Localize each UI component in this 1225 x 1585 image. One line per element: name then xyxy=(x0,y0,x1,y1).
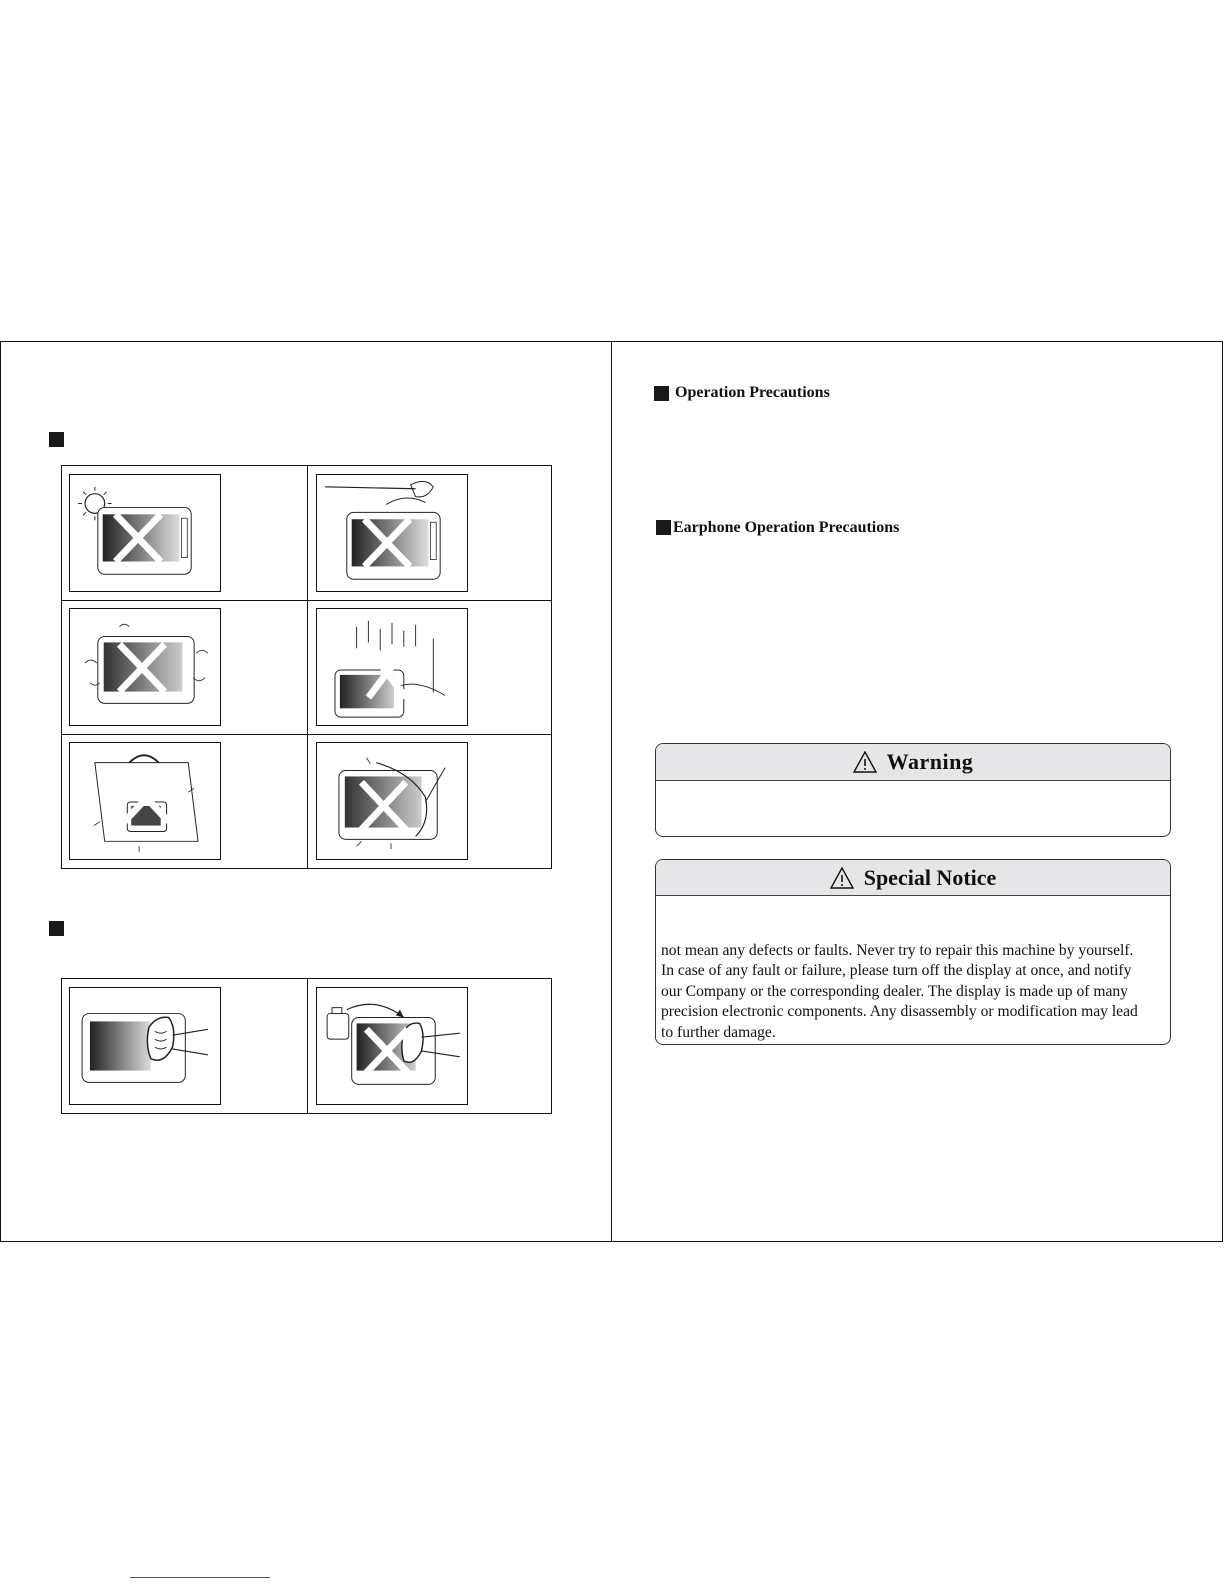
footer-link-underline xyxy=(130,1577,270,1578)
earphone-precautions-heading: Earphone Operation Precautions xyxy=(673,519,900,536)
warning-triangle-icon xyxy=(853,751,877,773)
special-notice-header xyxy=(656,860,1170,896)
hot-pipe-prohibited-icon xyxy=(316,474,468,592)
section-marker-cleaning xyxy=(49,921,64,936)
warning-triangle-icon xyxy=(830,867,854,889)
operation-section-marker xyxy=(654,386,669,401)
notice-line: to further damage. xyxy=(661,1023,776,1041)
chemical-solvent-prohibited-icon xyxy=(316,987,468,1105)
page-divider xyxy=(611,341,612,1242)
special-notice-text xyxy=(656,896,1170,1043)
impact-prohibited-icon xyxy=(316,742,468,860)
soft-cloth-cleaning-icon xyxy=(69,987,221,1105)
section-marker-placement xyxy=(49,432,64,447)
warning-title: Warning xyxy=(886,749,974,774)
notice-line: not mean any defects or faults. Never try to repair this machine by yourself. xyxy=(661,942,1134,959)
notice-line: precision electronic components. Any disassembly or modification may lead xyxy=(661,1003,1138,1021)
warning-header xyxy=(656,744,1170,781)
dust-prohibited-icon xyxy=(69,608,221,726)
warning-box xyxy=(655,743,1171,837)
rain-water-prohibited-icon xyxy=(316,608,468,726)
sun-exposure-prohibited-icon xyxy=(69,474,221,592)
notice-line: our Company or the corresponding dealer. The display is made up of many xyxy=(661,982,1128,1000)
earphone-section-marker xyxy=(656,520,671,535)
enclosed-case-prohibited-icon xyxy=(69,742,221,860)
notice-line: In case of any fault or failure, please turn off the display at once, and notify xyxy=(661,962,1132,980)
special-notice-title: Special Notice xyxy=(863,864,997,890)
operation-precautions-heading: Operation Precautions xyxy=(675,384,830,401)
special-notice-box xyxy=(655,859,1171,1045)
